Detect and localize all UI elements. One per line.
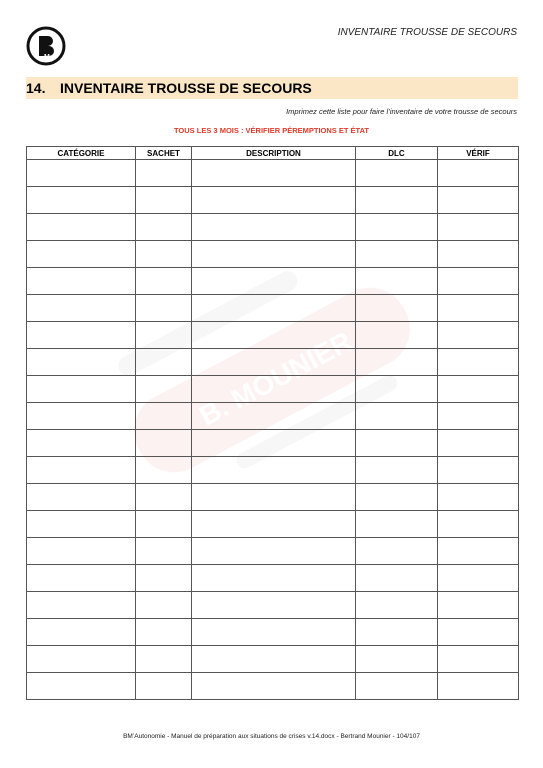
- footer-text: BM’Autonomie - Manuel de préparation aux situations de crises v.14.docx - Bertrand Mounier - 104/107: [123, 733, 420, 740]
- table-cell[interactable]: [438, 538, 519, 565]
- table-cell[interactable]: [438, 457, 519, 484]
- table-cell[interactable]: [438, 565, 519, 592]
- table-cell[interactable]: [192, 322, 356, 349]
- table-cell[interactable]: [27, 457, 136, 484]
- bm-logo-icon: [26, 26, 66, 66]
- table-row: [27, 295, 519, 322]
- table-cell[interactable]: [438, 646, 519, 673]
- table-cell[interactable]: [438, 187, 519, 214]
- table-cell[interactable]: [136, 646, 192, 673]
- table-cell[interactable]: [356, 430, 438, 457]
- table-cell[interactable]: [356, 403, 438, 430]
- table-cell[interactable]: [27, 160, 136, 187]
- table-cell[interactable]: [192, 619, 356, 646]
- table-cell[interactable]: [192, 160, 356, 187]
- table-cell[interactable]: [192, 538, 356, 565]
- table-cell[interactable]: [27, 214, 136, 241]
- table-cell[interactable]: [27, 484, 136, 511]
- table-cell[interactable]: [136, 457, 192, 484]
- table-cell[interactable]: [192, 403, 356, 430]
- table-cell[interactable]: [356, 160, 438, 187]
- table-cell[interactable]: [192, 646, 356, 673]
- table-cell[interactable]: [136, 214, 192, 241]
- table-cell[interactable]: [438, 214, 519, 241]
- table-cell[interactable]: [356, 241, 438, 268]
- table-cell[interactable]: [136, 295, 192, 322]
- table-cell[interactable]: [136, 592, 192, 619]
- table-cell[interactable]: [192, 565, 356, 592]
- table-cell[interactable]: [356, 511, 438, 538]
- table-cell[interactable]: [27, 295, 136, 322]
- table-cell[interactable]: [27, 592, 136, 619]
- instruction-text: Imprimez cette liste pour faire l’inventaire de votre trousse de secours: [286, 107, 517, 116]
- table-cell[interactable]: [356, 214, 438, 241]
- table-cell[interactable]: [356, 592, 438, 619]
- table-cell[interactable]: [438, 511, 519, 538]
- table-cell[interactable]: [192, 457, 356, 484]
- inventory-table: [26, 146, 519, 700]
- table-cell[interactable]: [136, 538, 192, 565]
- table-cell[interactable]: [27, 619, 136, 646]
- table-cell[interactable]: [27, 268, 136, 295]
- column-header-description: DESCRIPTION: [192, 147, 356, 160]
- table-cell[interactable]: [356, 673, 438, 700]
- table-row: [27, 538, 519, 565]
- table-cell[interactable]: [192, 187, 356, 214]
- table-row: [27, 241, 519, 268]
- section-number: 14.: [26, 80, 46, 96]
- table-cell[interactable]: [136, 673, 192, 700]
- table-row: [27, 673, 519, 700]
- table-row: [27, 511, 519, 538]
- table-row: [27, 376, 519, 403]
- table-cell[interactable]: [27, 430, 136, 457]
- warning-text: TOUS LES 3 MOIS : VÉRIFIER PÉREMPTIONS ET ÉTAT: [173, 126, 370, 135]
- table-cell[interactable]: [136, 160, 192, 187]
- svg-text:M: M: [44, 54, 50, 61]
- table-cell[interactable]: [192, 268, 356, 295]
- table-cell[interactable]: [136, 349, 192, 376]
- table-row: [27, 430, 519, 457]
- table-cell[interactable]: [136, 187, 192, 214]
- table-cell[interactable]: [438, 349, 519, 376]
- table-cell[interactable]: [27, 646, 136, 673]
- table-cell[interactable]: [27, 322, 136, 349]
- table-row: [27, 565, 519, 592]
- table-cell[interactable]: [356, 376, 438, 403]
- table-cell[interactable]: [27, 511, 136, 538]
- table-cell[interactable]: [438, 376, 519, 403]
- column-header-verif: VÉRIF: [438, 147, 519, 160]
- table-row: [27, 214, 519, 241]
- table-row: [27, 457, 519, 484]
- table-cell[interactable]: [356, 538, 438, 565]
- table-cell[interactable]: [136, 565, 192, 592]
- table-row: [27, 484, 519, 511]
- table-cell[interactable]: [438, 295, 519, 322]
- table-cell[interactable]: [356, 619, 438, 646]
- table-cell[interactable]: [438, 592, 519, 619]
- table-cell[interactable]: [136, 241, 192, 268]
- table-cell[interactable]: [136, 322, 192, 349]
- table-cell[interactable]: [438, 403, 519, 430]
- table-row: [27, 187, 519, 214]
- table-cell[interactable]: [356, 646, 438, 673]
- table-cell[interactable]: [356, 565, 438, 592]
- table-cell[interactable]: [356, 457, 438, 484]
- table-cell[interactable]: [27, 403, 136, 430]
- table-row: [27, 592, 519, 619]
- table-row: [27, 268, 519, 295]
- table-cell[interactable]: [136, 511, 192, 538]
- table-cell[interactable]: [192, 592, 356, 619]
- table-cell[interactable]: [27, 349, 136, 376]
- table-row: [27, 646, 519, 673]
- column-header-dlc: DLC: [356, 147, 438, 160]
- table-cell[interactable]: [136, 619, 192, 646]
- table-cell[interactable]: [356, 268, 438, 295]
- table-cell[interactable]: [192, 511, 356, 538]
- table-cell[interactable]: [27, 187, 136, 214]
- table-row: [27, 160, 519, 187]
- table-cell[interactable]: [27, 538, 136, 565]
- table-cell[interactable]: [438, 484, 519, 511]
- table-header-row: [27, 147, 519, 160]
- table-cell[interactable]: [192, 484, 356, 511]
- table-cell[interactable]: [136, 403, 192, 430]
- table-cell[interactable]: [27, 673, 136, 700]
- table-cell[interactable]: [192, 349, 356, 376]
- table-cell[interactable]: [356, 187, 438, 214]
- table-cell[interactable]: [27, 376, 136, 403]
- table-cell[interactable]: [356, 349, 438, 376]
- table-cell[interactable]: [438, 619, 519, 646]
- table-cell[interactable]: [438, 160, 519, 187]
- table-cell[interactable]: [438, 322, 519, 349]
- table-row: [27, 403, 519, 430]
- table-cell[interactable]: [136, 430, 192, 457]
- table-cell[interactable]: [356, 295, 438, 322]
- column-header-categorie: CATÉGORIE: [27, 147, 136, 160]
- table-cell[interactable]: [192, 673, 356, 700]
- table-cell[interactable]: [192, 430, 356, 457]
- section-title: INVENTAIRE TROUSSE DE SECOURS: [60, 80, 312, 96]
- table-cell[interactable]: [438, 430, 519, 457]
- table-cell[interactable]: [438, 241, 519, 268]
- table-cell[interactable]: [136, 376, 192, 403]
- watermark-text: B. MOUNIER: [194, 325, 358, 432]
- table-cell[interactable]: [192, 376, 356, 403]
- table-cell[interactable]: [438, 673, 519, 700]
- table-cell[interactable]: [192, 241, 356, 268]
- table-row: [27, 619, 519, 646]
- table-cell[interactable]: [192, 214, 356, 241]
- table-cell[interactable]: [27, 565, 136, 592]
- table-cell[interactable]: [356, 484, 438, 511]
- table-cell[interactable]: [27, 241, 136, 268]
- table-cell[interactable]: [438, 268, 519, 295]
- column-header-sachet: SACHET: [136, 147, 192, 160]
- table-cell[interactable]: [192, 295, 356, 322]
- table-cell[interactable]: [356, 322, 438, 349]
- table-cell[interactable]: [136, 268, 192, 295]
- table-cell[interactable]: [136, 484, 192, 511]
- table-row: [27, 349, 519, 376]
- table-row: [27, 322, 519, 349]
- header-title: INVENTAIRE TROUSSE DE SECOURS: [337, 27, 517, 38]
